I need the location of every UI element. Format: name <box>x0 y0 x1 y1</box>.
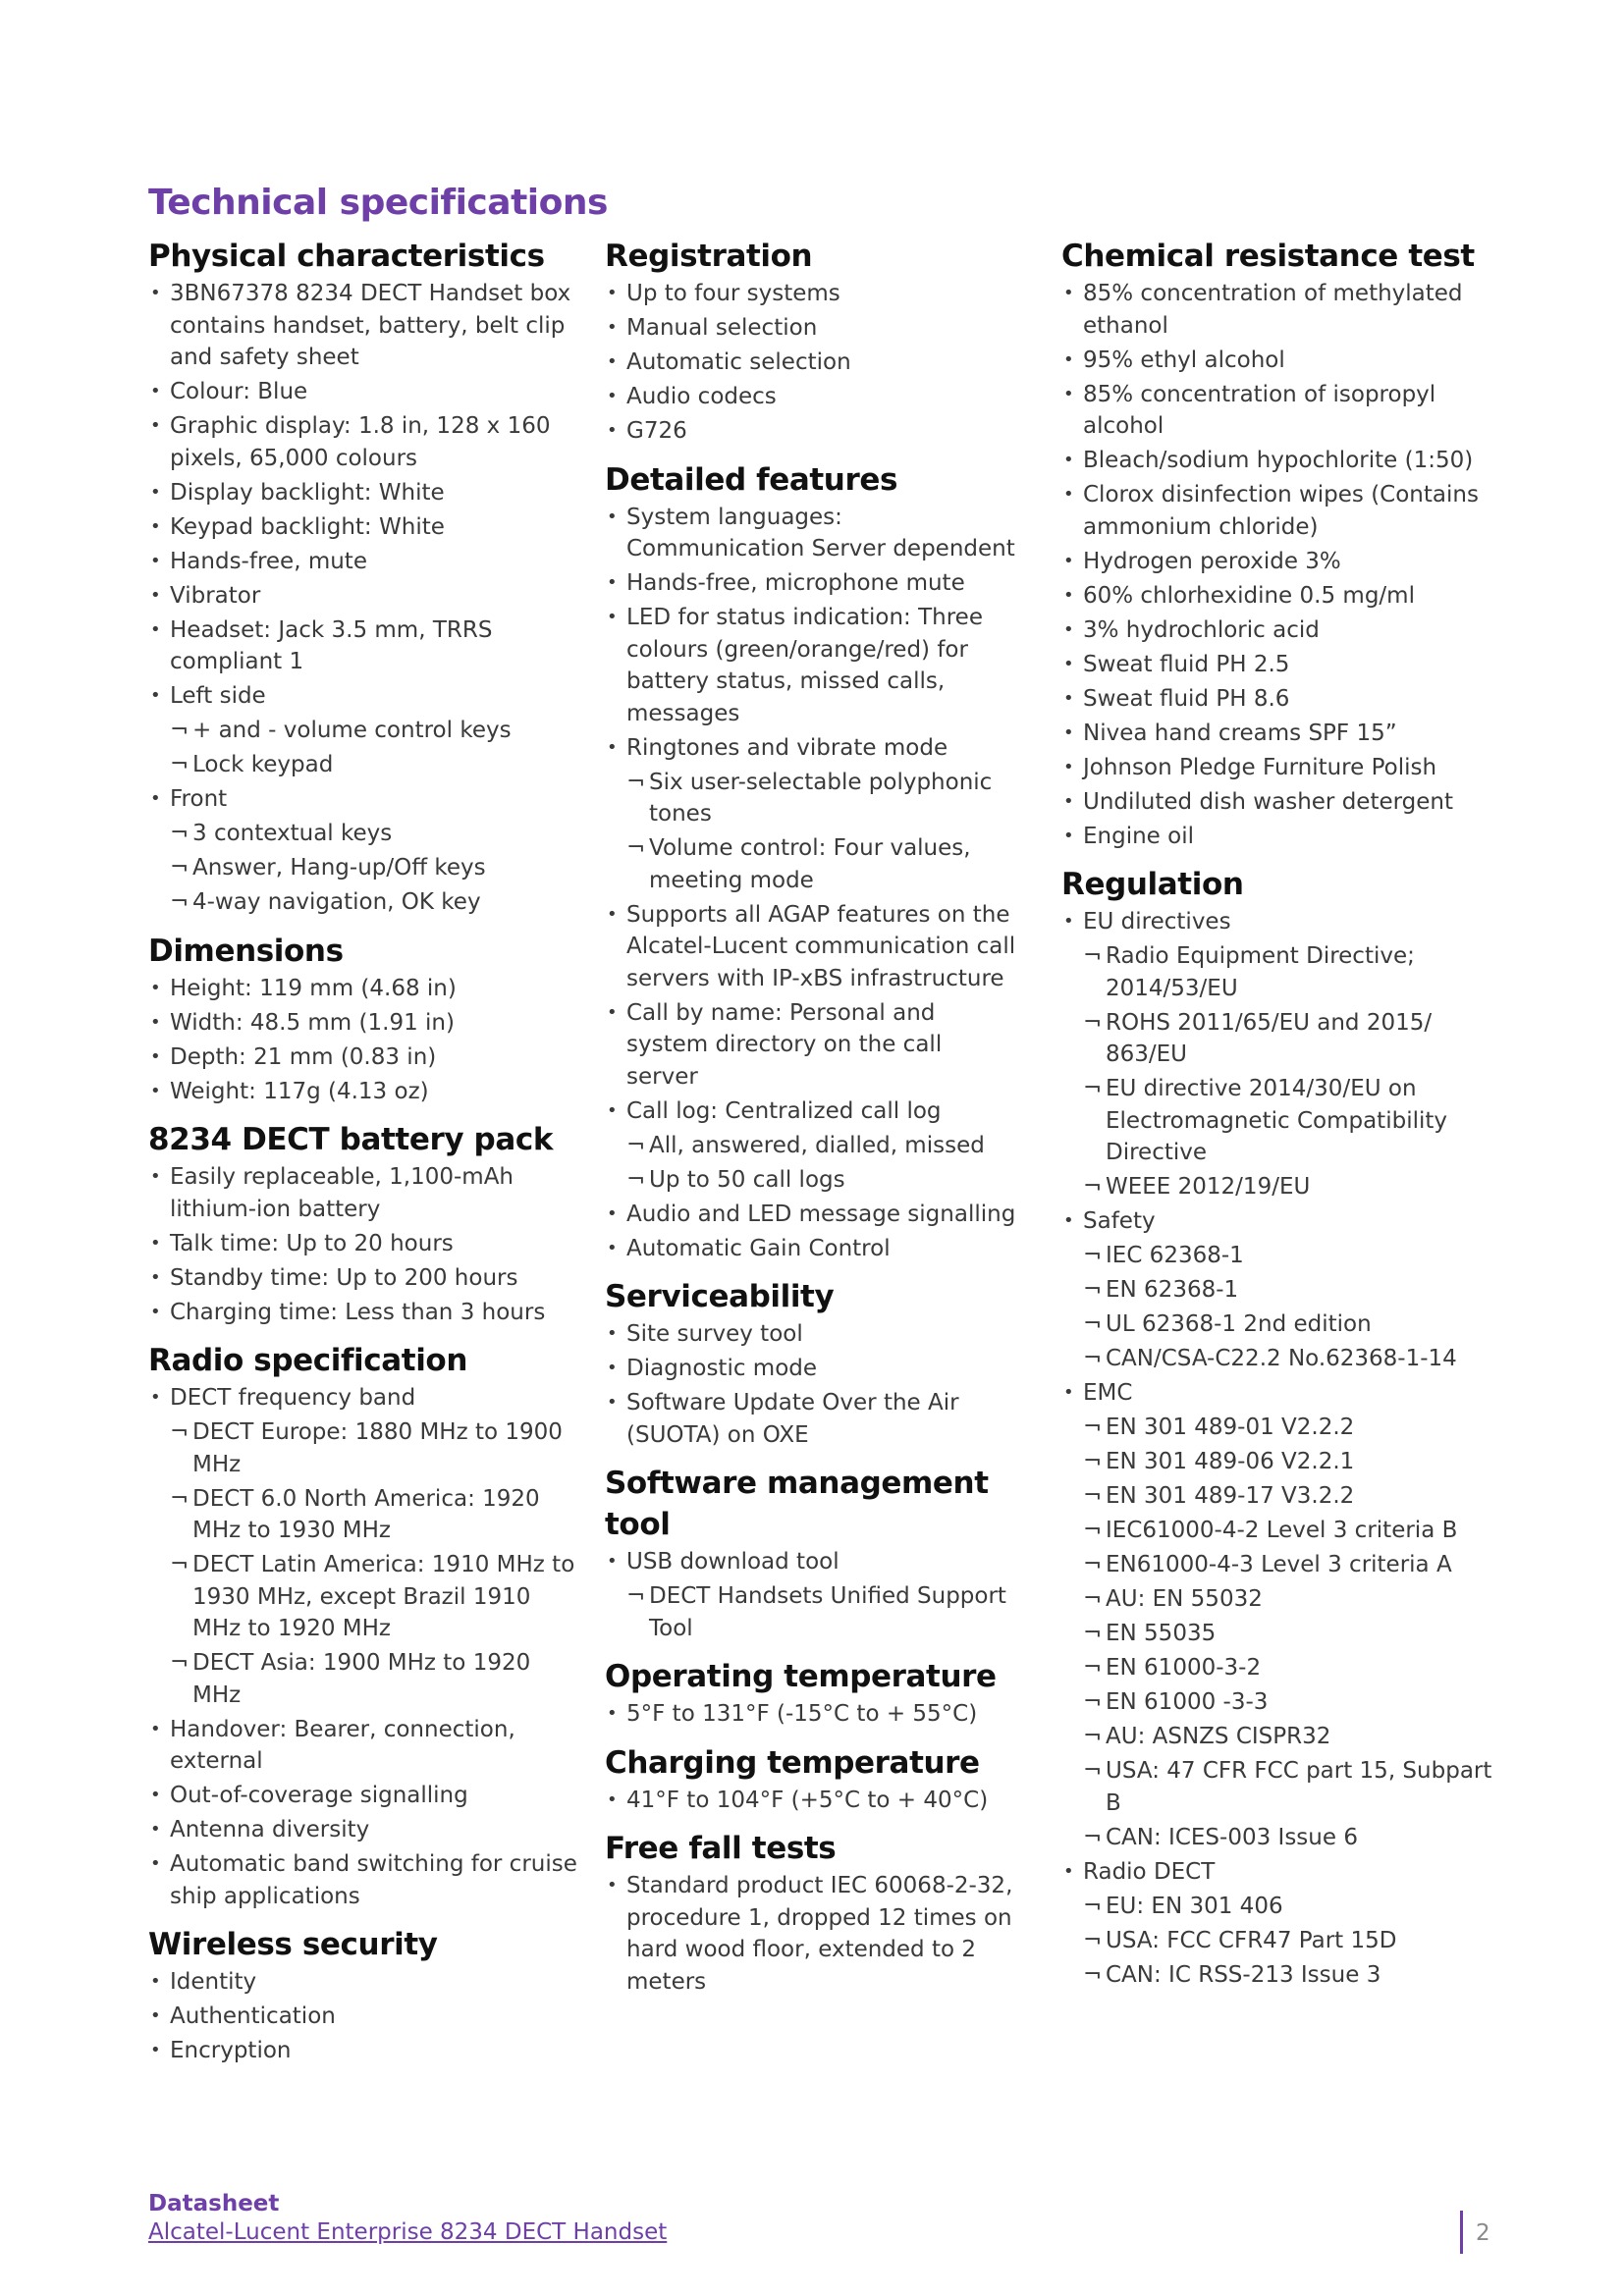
list-item: • Charging time: Less than 3 hours <box>148 1297 580 1329</box>
sub-list-item: ¬ Six user-selectable polyphonic tones <box>605 767 1017 830</box>
section-title: Operating temperature <box>605 1659 997 1694</box>
spec-section <box>148 931 580 1108</box>
sub-list-item: ¬ Volume control: Four values, meeting mode <box>605 832 1017 896</box>
list-item: • Handover: Bearer, connection, external <box>148 1714 580 1778</box>
list-item: • Diagnostic mode <box>605 1353 1017 1385</box>
sub-list-item: ¬ ROHS 2011/65/EU and 2015/ 863/EU <box>1061 1007 1493 1071</box>
list-item: • Sweat fluid PH 8.6 <box>1061 683 1493 716</box>
spec-section <box>1061 236 1493 852</box>
list-item: • DECT frequency band <box>148 1382 580 1415</box>
list-item: • Talk time: Up to 20 hours <box>148 1228 580 1260</box>
list-item: • Ringtones and vibrate mode <box>605 732 1017 765</box>
list-item: • Keypad backlight: White <box>148 511 580 544</box>
sub-list-item: ¬ EU directive 2014/30/EU on Electromagnetic Compatibility Directive <box>1061 1073 1493 1169</box>
spec-section <box>605 1276 1017 1451</box>
sub-list-item: ¬ EN 62368-1 <box>1061 1274 1493 1307</box>
spec-list <box>148 1161 580 1328</box>
sub-list-item: ¬ AU: EN 55032 <box>1061 1583 1493 1616</box>
list-item: • Bleach/sodium hypochlorite (1:50) <box>1061 445 1493 477</box>
list-item: • 85% concentration of isopropyl alcohol <box>1061 379 1493 443</box>
list-item: • Supports all AGAP features on the Alcatel-Lucent communication call servers with IP-xBS infrastructure <box>605 899 1017 995</box>
sub-list-item: ¬ IEC61000-4-2 Level 3 criteria B <box>1061 1515 1493 1547</box>
section-title: Free fall tests <box>605 1831 837 1866</box>
sub-list-item: ¬ WEEE 2012/19/EU <box>1061 1171 1493 1203</box>
list-item: • Left side <box>148 680 580 713</box>
section-title: Wireless security <box>148 1927 438 1962</box>
column-right <box>1061 236 1493 2002</box>
spec-section <box>1061 864 1493 1991</box>
sub-list-item: ¬ CAN: ICES-003 Issue 6 <box>1061 1822 1493 1854</box>
list-item: • Manual selection <box>605 312 1017 345</box>
list-item: • LED for status indication: Three colours (green/orange/red) for battery status, missed calls, messages <box>605 602 1017 729</box>
spec-list <box>1061 278 1493 852</box>
sub-list-item: ¬ DECT Latin America: 1910 MHz to 1930 MHz, except Brazil 1910 MHz to 1920 MHz <box>148 1549 580 1645</box>
list-item: • Site survey tool <box>605 1318 1017 1351</box>
sub-list-item: ¬ EN 55035 <box>1061 1618 1493 1650</box>
sub-list-item: ¬ CAN: IC RSS-213 Issue 3 <box>1061 1959 1493 1992</box>
list-item: • USB download tool <box>605 1546 1017 1578</box>
list-item: • Depth: 21 mm (0.83 in) <box>148 1041 580 1074</box>
sub-list-item: ¬ DECT Asia: 1900 MHz to 1920 MHz <box>148 1647 580 1711</box>
list-item: • Up to four systems <box>605 278 1017 310</box>
list-item: • Authentication <box>148 2001 580 2033</box>
list-item: • Easily replaceable, 1,100-mAh lithium-ion battery <box>148 1161 580 1225</box>
list-item: • Display backlight: White <box>148 477 580 509</box>
spec-section <box>605 1828 1017 1998</box>
spec-list <box>605 1546 1017 1644</box>
spec-list <box>605 1318 1017 1451</box>
list-item: • Audio and LED message signalling <box>605 1199 1017 1231</box>
section-title: Serviceability <box>605 1279 835 1314</box>
spec-section <box>148 1340 580 1912</box>
spec-list <box>148 973 580 1108</box>
list-item: • EMC <box>1061 1377 1493 1410</box>
sub-list-item: ¬ USA: FCC CFR47 Part 15D <box>1061 1925 1493 1957</box>
spec-section <box>605 236 1017 448</box>
list-item: • Standby time: Up to 200 hours <box>148 1262 580 1295</box>
spec-list <box>148 1382 580 1912</box>
section-title: 8234 DECT battery pack <box>148 1122 554 1157</box>
sub-list-item: ¬ UL 62368-1 2nd edition <box>1061 1308 1493 1341</box>
sub-list-item: ¬ IEC 62368-1 <box>1061 1240 1493 1272</box>
list-item: • Nivea hand creams SPF 15” <box>1061 718 1493 750</box>
spec-section <box>148 236 580 919</box>
sub-list-item: ¬ DECT Europe: 1880 MHz to 1900 MHz <box>148 1416 580 1480</box>
spec-section <box>605 1463 1017 1644</box>
sub-list-item: ¬ EN 301 489-17 V3.2.2 <box>1061 1480 1493 1513</box>
column-middle <box>605 236 1017 2009</box>
list-item: • Height: 119 mm (4.68 in) <box>148 973 580 1005</box>
list-item: • Radio DECT <box>1061 1856 1493 1889</box>
list-item: • 95% ethyl alcohol <box>1061 345 1493 377</box>
spec-section <box>605 1742 1017 1817</box>
column-left <box>148 236 580 2079</box>
section-title: Registration <box>605 239 813 274</box>
spec-section <box>605 1656 1017 1731</box>
sub-list-item: ¬ Up to 50 call logs <box>605 1164 1017 1197</box>
sub-list-item: ¬ EU: EN 301 406 <box>1061 1891 1493 1923</box>
list-item: • Clorox disinfection wipes (Contains ammonium chloride) <box>1061 479 1493 543</box>
list-item: • Automatic Gain Control <box>605 1233 1017 1265</box>
list-item: • Hydrogen peroxide 3% <box>1061 546 1493 578</box>
list-item: • Hands-free, microphone mute <box>605 567 1017 600</box>
list-item: • Antenna diversity <box>148 1814 580 1846</box>
list-item: • 41°F to 104°F (+5°C to + 40°C) <box>605 1785 1017 1817</box>
list-item: • 60% chlorhexidine 0.5 mg/ml <box>1061 580 1493 613</box>
list-item: • G726 <box>605 415 1017 448</box>
sub-list-item: ¬ Lock keypad <box>148 749 580 781</box>
sub-list-item: ¬ CAN/CSA-C22.2 No.62368-1-14 <box>1061 1343 1493 1375</box>
list-item: • Johnson Pledge Furniture Polish <box>1061 752 1493 784</box>
footer-product-link[interactable]: Alcatel-Lucent Enterprise 8234 DECT Handset <box>148 2219 668 2245</box>
list-item: • Automatic band switching for cruise ship applications <box>148 1848 580 1912</box>
section-title: Physical characteristics <box>148 239 545 274</box>
sub-list-item: ¬ DECT 6.0 North America: 1920 MHz to 1930 MHz <box>148 1483 580 1547</box>
sub-list-item: ¬ 4-way navigation, OK key <box>148 886 580 919</box>
list-item: • Safety <box>1061 1205 1493 1238</box>
list-item: • Call log: Centralized call log <box>605 1095 1017 1128</box>
sub-list-item: ¬ All, answered, dialled, missed <box>605 1130 1017 1162</box>
list-item: • Automatic selection <box>605 347 1017 379</box>
list-item: • 85% concentration of methylated ethanol <box>1061 278 1493 342</box>
spec-section <box>148 1924 580 2067</box>
spec-section <box>148 1119 580 1328</box>
spec-list <box>148 278 580 919</box>
sub-list-item: ¬ Radio Equipment Directive; 2014/53/EU <box>1061 940 1493 1004</box>
list-item: • Front <box>148 783 580 816</box>
sub-list-item: ¬ + and - volume control keys <box>148 715 580 747</box>
section-title: Detailed features <box>605 461 898 498</box>
sub-list-item: ¬ EN 301 489-01 V2.2.2 <box>1061 1412 1493 1444</box>
list-item: • Call by name: Personal and system directory on the call server <box>605 997 1017 1094</box>
list-item: • Graphic display: 1.8 in, 128 x 160 pixels, 65,000 colours <box>148 410 580 474</box>
spec-list <box>605 1785 1017 1817</box>
list-item: • System languages: Communication Server dependent <box>605 502 1017 565</box>
list-item: • Hands-free, mute <box>148 546 580 578</box>
page-title: Technical specifications <box>148 183 608 223</box>
list-item: • Colour: Blue <box>148 376 580 408</box>
list-item: • Audio codecs <box>605 381 1017 413</box>
list-item: • Out-of-coverage signalling <box>148 1780 580 1812</box>
spec-list <box>1061 906 1493 1991</box>
list-item: • 3BN67378 8234 DECT Handset box contains handset, battery, belt clip and safety sheet <box>148 278 580 374</box>
spec-list <box>605 1870 1017 1998</box>
list-item: • 3% hydrochloric acid <box>1061 614 1493 647</box>
spec-list <box>605 278 1017 448</box>
spec-list <box>605 1698 1017 1731</box>
section-title: Charging temperature <box>605 1744 980 1781</box>
spec-section <box>605 459 1017 1265</box>
list-item: • Identity <box>148 1966 580 1999</box>
sub-list-item: ¬ USA: 47 CFR FCC part 15, Subpart B <box>1061 1755 1493 1819</box>
list-item: • Width: 48.5 mm (1.91 in) <box>148 1007 580 1040</box>
spec-list <box>148 1966 580 2067</box>
list-item: • EU directives <box>1061 906 1493 938</box>
list-item: • Weight: 117g (4.13 oz) <box>148 1076 580 1108</box>
list-item: • Standard product IEC 60068-2-32, procedure 1, dropped 12 times on hard wood floor, extended to 2 meters <box>605 1870 1017 1998</box>
list-item: • Software Update Over the Air (SUOTA) on OXE <box>605 1387 1017 1451</box>
list-item: • Headset: Jack 3.5 mm, TRRS compliant 1 <box>148 614 580 678</box>
list-item: • Sweat fluid PH 2.5 <box>1061 649 1493 681</box>
sub-list-item: ¬ EN61000-4-3 Level 3 criteria A <box>1061 1549 1493 1581</box>
section-title: Software management tool <box>605 1466 989 1542</box>
list-item: • Vibrator <box>148 580 580 613</box>
sub-list-item: ¬ Answer, Hang-up/Off keys <box>148 852 580 884</box>
list-item: • Encryption <box>148 2035 580 2067</box>
list-item: • Undiluted dish washer detergent <box>1061 786 1493 819</box>
sub-list-item: ¬ 3 contextual keys <box>148 818 580 850</box>
sub-list-item: ¬ EN 301 489-06 V2.2.1 <box>1061 1446 1493 1478</box>
footer-divider <box>1460 2211 1463 2254</box>
sub-list-item: ¬ AU: ASNZS CISPR32 <box>1061 1721 1493 1753</box>
section-title: Dimensions <box>148 933 344 969</box>
section-title: Radio specification <box>148 1343 467 1378</box>
footer-label: Datasheet <box>148 2191 280 2216</box>
section-title: Chemical resistance test <box>1061 239 1475 274</box>
sub-list-item: ¬ EN 61000 -3-3 <box>1061 1686 1493 1719</box>
spec-list <box>605 502 1017 1265</box>
sub-list-item: ¬ EN 61000-3-2 <box>1061 1652 1493 1684</box>
list-item: • 5°F to 131°F (-15°C to + 55°C) <box>605 1698 1017 1731</box>
page-number: 2 <box>1476 2220 1490 2246</box>
sub-list-item: ¬ DECT Handsets Unified Support Tool <box>605 1580 1017 1644</box>
list-item: • Engine oil <box>1061 821 1493 853</box>
section-title: Regulation <box>1061 867 1244 902</box>
